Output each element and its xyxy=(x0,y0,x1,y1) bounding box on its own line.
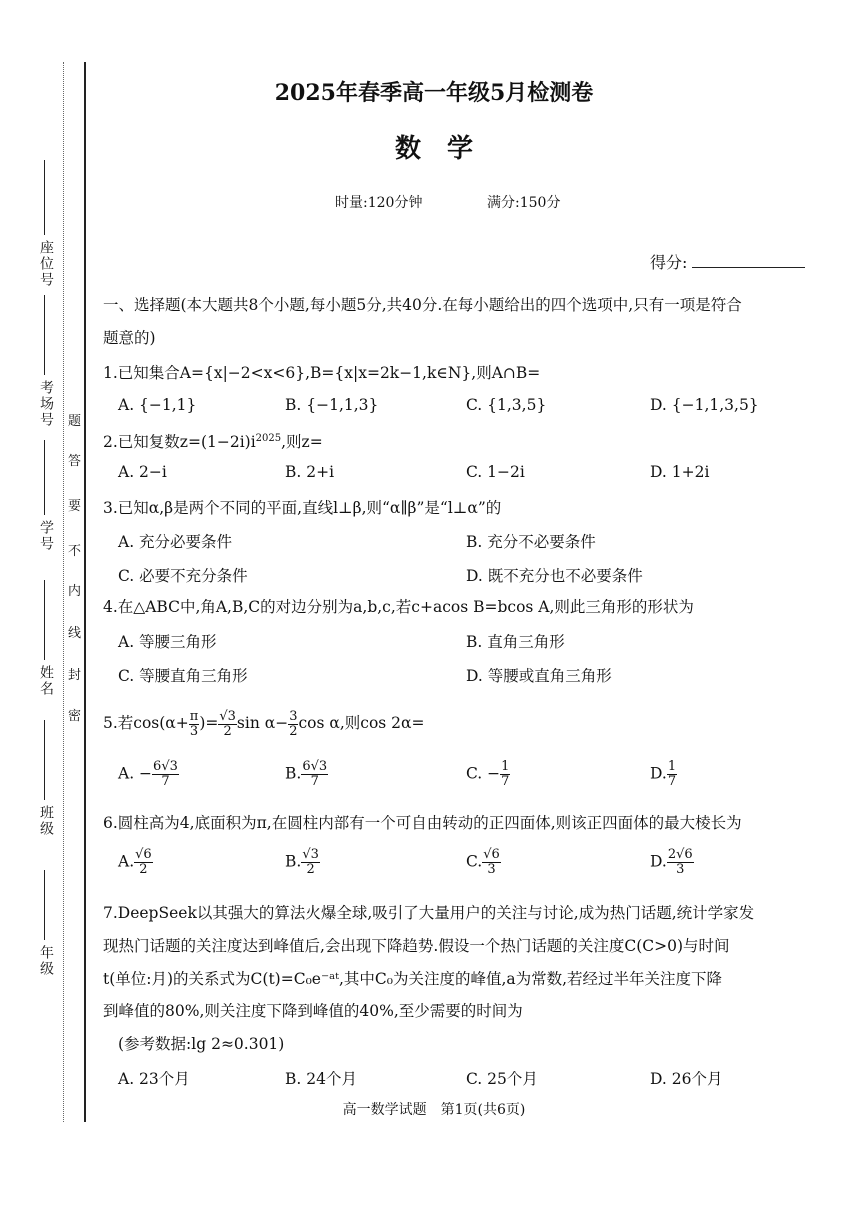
class-label: 班级 xyxy=(38,805,54,837)
class-field[interactable] xyxy=(44,720,45,800)
question-6-stem: 6.圆柱高为4,底面积为π,在圆柱内部有一个可自由转动的正四面体,则该正四面体的最大棱长为 xyxy=(103,814,742,832)
question-5-stem: 5.若cos(α+ $\frac{\pi}{3}$ )= $\frac{√3}{2}$ sin α− $\frac{3}{2}$ cos α,则cos 2α= xyxy=(103,708,425,739)
q5-option-a: A. − $\frac{6√3}{7}$ xyxy=(118,759,178,789)
name-label: 姓名 xyxy=(38,665,54,697)
q4-option-a: A. 等腰三角形 xyxy=(118,633,217,651)
q4-option-b: B. 直角三角形 xyxy=(466,633,565,651)
q7-option-d: D. 26个月 xyxy=(650,1070,723,1088)
question-7-line-4: 到峰值的80%,则关注度下降到峰值的40%,至少需要的时间为 xyxy=(103,1002,523,1020)
binding-dotted-line xyxy=(63,62,64,1122)
question-2-stem: 2.已知复数$z=(1-2i)i^{2025}$,则z= xyxy=(103,433,323,452)
q5-option-c: C. − $\frac{1}{7}$ xyxy=(466,759,510,789)
q5-option-d: D. $\frac{1}{7}$ xyxy=(650,759,677,789)
q5-option-b: B. $\frac{6√3}{7}$ xyxy=(285,759,328,789)
question-7-line-3: t(单位:月)的关系式为C(t)=C₀e⁻ᵃᵗ,其中C₀为关注度的峰值,a为常数,若经过半年关注度下降 xyxy=(103,970,723,988)
student-id-label: 学号 xyxy=(38,520,54,552)
binding-solid-line xyxy=(84,62,86,1122)
q7-option-a: A. 23个月 xyxy=(118,1070,190,1088)
score-label: 得分: xyxy=(650,253,688,272)
q2-option-a: A. 2−i xyxy=(118,463,167,481)
seal-char: 线 xyxy=(68,626,82,641)
exam-room-field[interactable] xyxy=(44,295,45,375)
q7-option-b: B. 24个月 xyxy=(285,1070,357,1088)
subject-title: 数 学 xyxy=(394,134,473,164)
q6-option-b: B. $\frac{√3}{2}$ xyxy=(285,847,319,877)
q2-option-d: D. 1+2i xyxy=(650,463,710,481)
full-score: 满分:150分 xyxy=(487,195,561,211)
q1-option-b: B. {−1,1,3} xyxy=(285,396,379,414)
q2-option-c: C. 1−2i xyxy=(466,463,525,481)
q6-option-a: A. $\frac{√6}{2}$ xyxy=(118,847,152,877)
score-field[interactable] xyxy=(692,267,805,268)
exam-title: 2025年春季高一年级5月检测卷 xyxy=(274,80,594,106)
question-4-stem: 4.在△ABC中,角A,B,C的对边分别为a,b,c,若c+acos B=bcos A,则此三角形的形状为 xyxy=(103,598,694,616)
seal-char: 题 xyxy=(68,414,82,429)
seat-number-field[interactable] xyxy=(44,160,45,235)
exam-room-label: 考场号 xyxy=(38,380,54,428)
seal-char: 密 xyxy=(68,709,82,724)
q2-option-b: B. 2+i xyxy=(285,463,335,481)
question-7-line-2: 现热门话题的关注度达到峰值后,会出现下降趋势.假设一个热门话题的关注度C(C>0)与时间 xyxy=(103,937,730,955)
q4-option-c: C. 等腰直角三角形 xyxy=(118,667,248,685)
name-field[interactable] xyxy=(44,580,45,660)
seal-char: 封 xyxy=(68,668,82,683)
q3-option-a: A. 充分必要条件 xyxy=(118,533,233,551)
section-instruction: 一、选择题(本大题共8个小题,每小题5分,共40分.在每小题给出的四个选项中,只有一项是符合 xyxy=(103,296,742,314)
q6-option-d: D. $\frac{2√6}{3}$ xyxy=(650,847,693,877)
q3-option-b: B. 充分不必要条件 xyxy=(466,533,596,551)
q3-option-d: D. 既不充分也不必要条件 xyxy=(466,567,643,585)
question-1-stem: 1.已知集合A={x|−2<x<6},B={x|x=2k−1,k∈N},则A∩B= xyxy=(103,364,541,382)
q6-option-c: C. $\frac{√6}{3}$ xyxy=(466,847,500,877)
seat-number-label: 座位号 xyxy=(38,240,54,288)
q1-option-c: C. {1,3,5} xyxy=(466,396,547,414)
q3-option-c: C. 必要不充分条件 xyxy=(118,567,248,585)
seal-char: 不 xyxy=(68,544,82,559)
grade-label: 年级 xyxy=(38,945,54,977)
seal-char: 答 xyxy=(68,454,82,469)
grade-field[interactable] xyxy=(44,870,45,940)
seal-char: 内 xyxy=(68,584,82,599)
question-3-stem: 3.已知α,β是两个不同的平面,直线l⊥β,则“α∥β”是“l⊥α”的 xyxy=(103,499,502,517)
section-instruction-cont: 题意的) xyxy=(103,329,156,347)
page-footer: 高一数学试题 第1页(共6页) xyxy=(342,1102,526,1118)
time-limit: 时量:120分钟 xyxy=(335,195,423,211)
question-7-reference: (参考数据:lg 2≈0.301) xyxy=(118,1035,285,1053)
seal-char: 要 xyxy=(68,499,82,514)
student-id-field[interactable] xyxy=(44,440,45,515)
q1-option-a: A. {−1,1} xyxy=(118,396,197,414)
q4-option-d: D. 等腰或直角三角形 xyxy=(466,667,612,685)
q1-option-d: D. {−1,1,3,5} xyxy=(650,396,759,414)
q7-option-c: C. 25个月 xyxy=(466,1070,538,1088)
question-7-line-1: 7.DeepSeek以其强大的算法火爆全球,吸引了大量用户的关注与讨论,成为热门话题,统计学家发 xyxy=(103,904,755,922)
